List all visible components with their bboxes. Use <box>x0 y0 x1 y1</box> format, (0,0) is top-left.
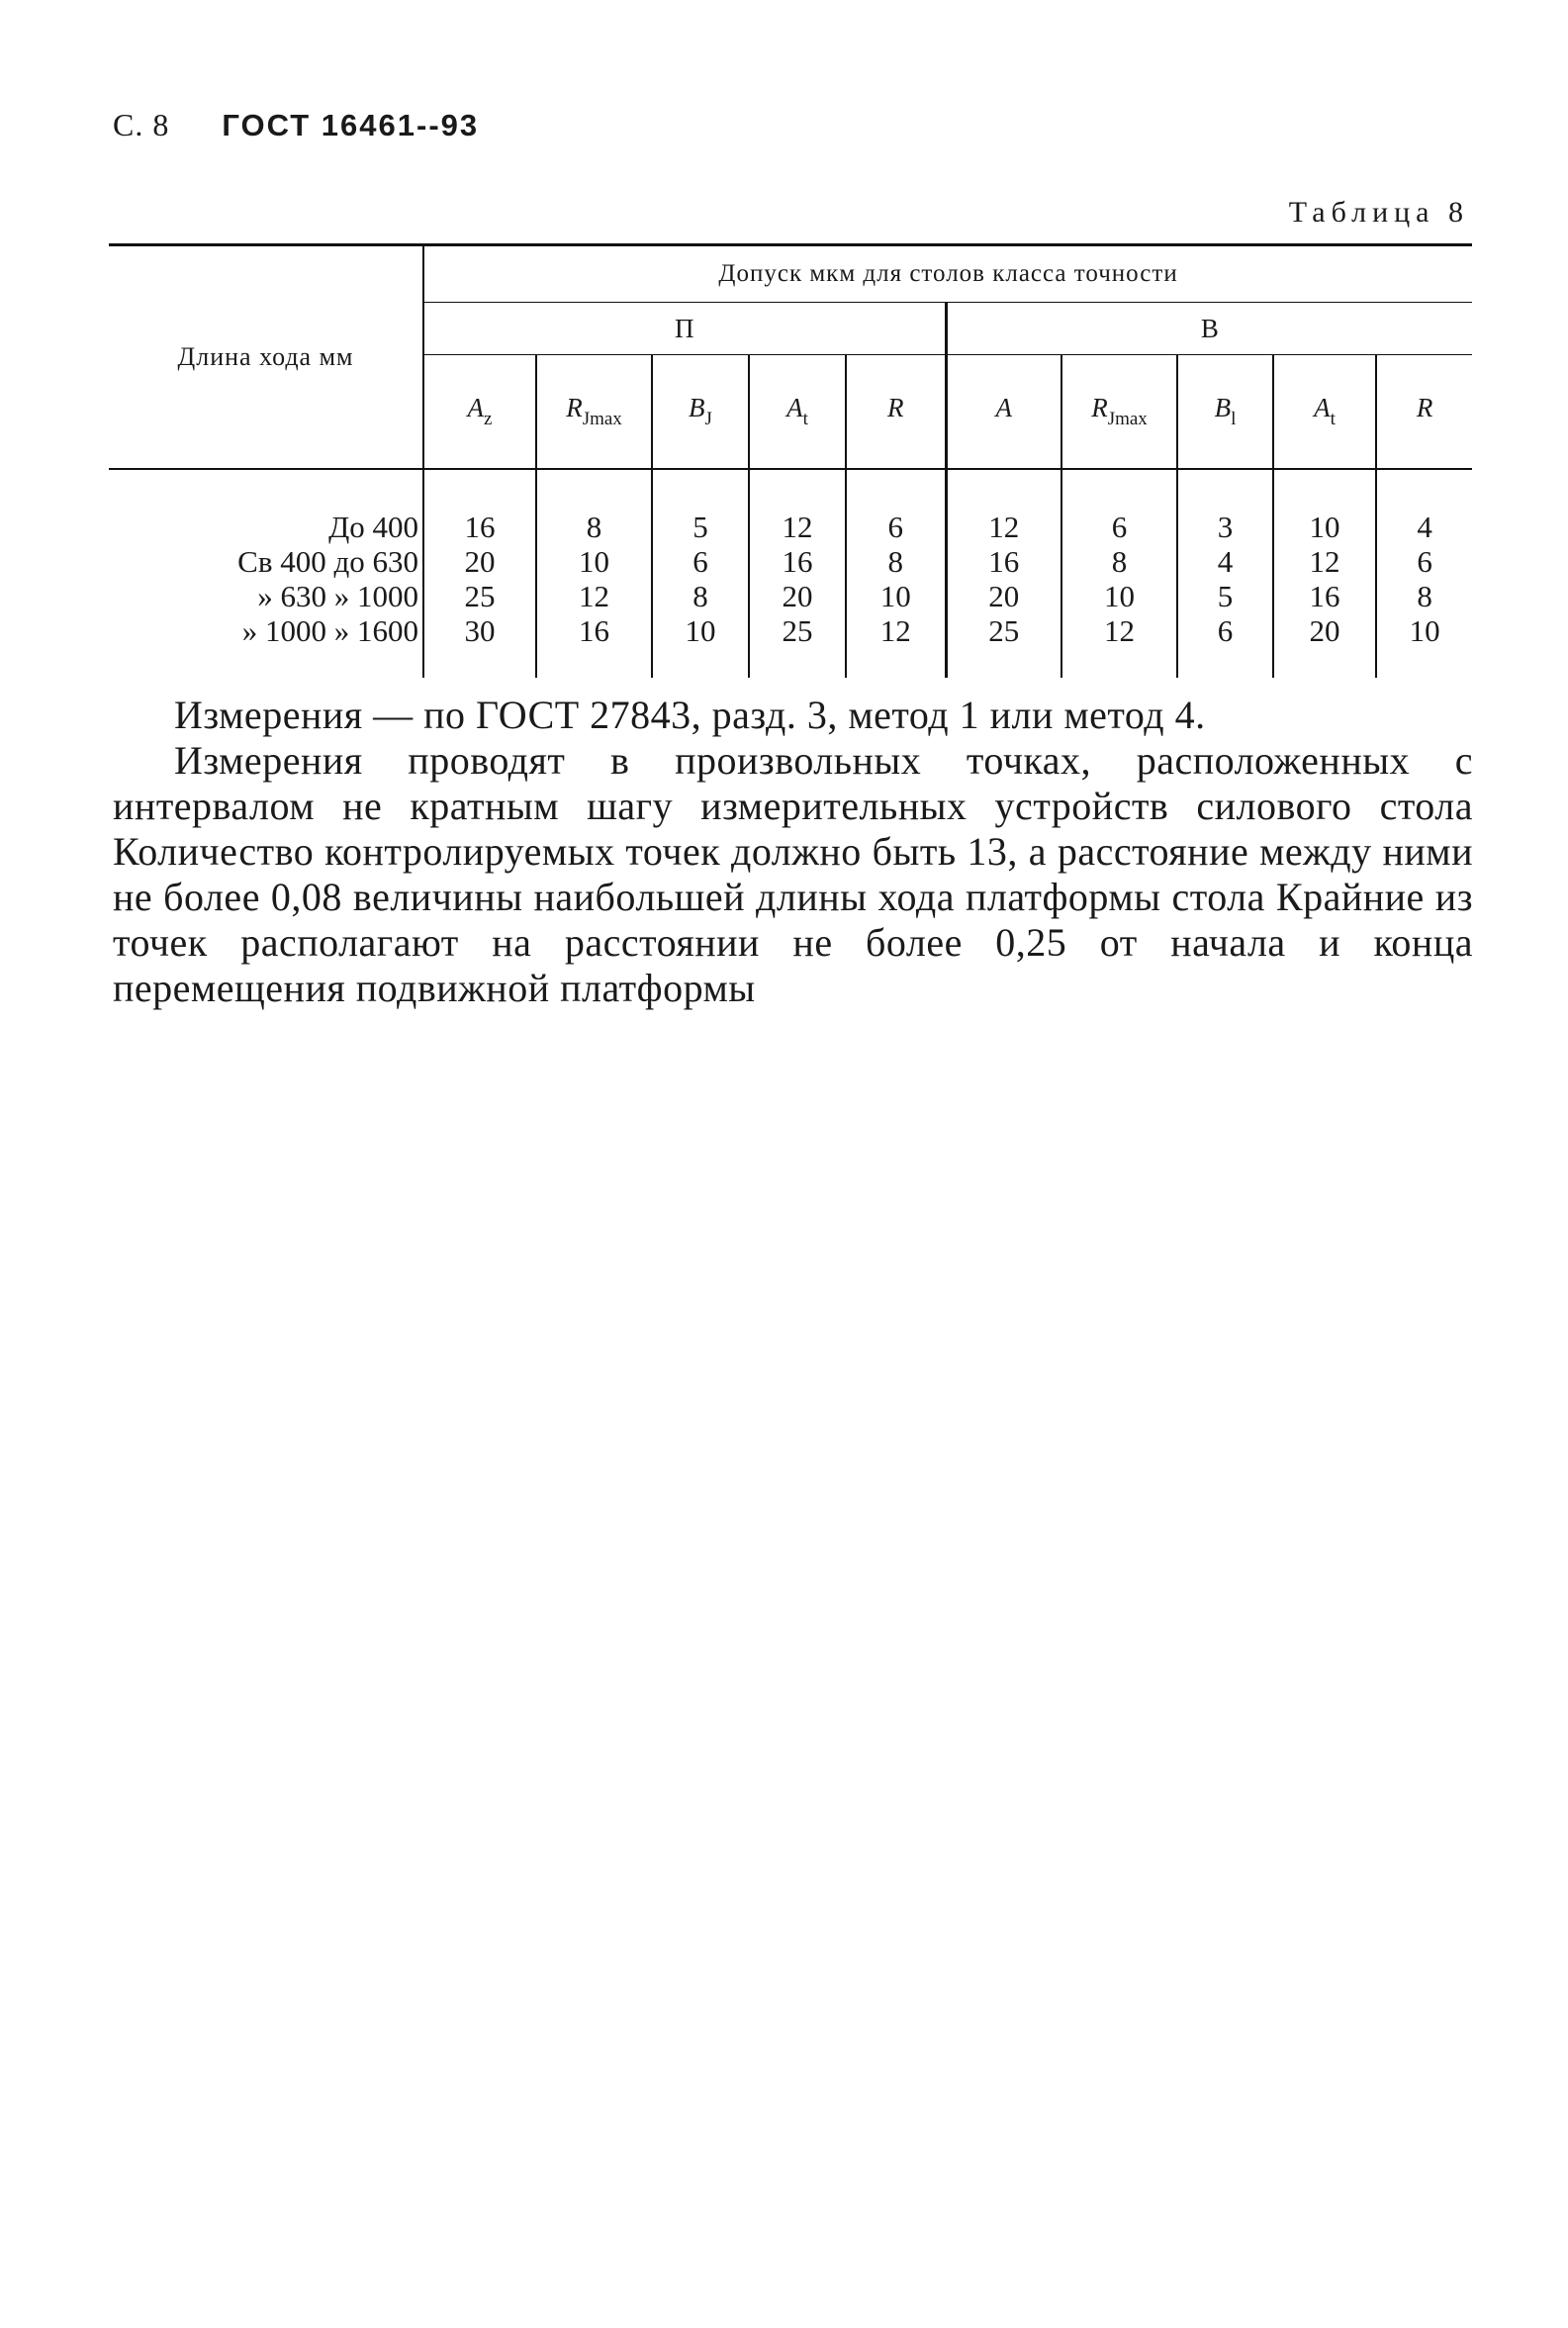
column-header <box>1273 355 1376 470</box>
table-cell: 30 <box>423 613 536 678</box>
row-label: Св 400 до 630 <box>237 544 418 579</box>
column-symbol: R <box>1416 393 1433 422</box>
table-cell: 5 <box>1177 579 1273 613</box>
column-subscript: t <box>1330 409 1336 429</box>
column-symbol: B <box>689 393 705 422</box>
column-subscript: Jmax <box>1107 409 1148 429</box>
table-cell: 8 <box>652 579 749 613</box>
document-title: ГОСТ 16461--93 <box>222 108 480 142</box>
column-header <box>946 355 1061 470</box>
column-header <box>652 355 749 470</box>
table-cell: 12 <box>1061 613 1177 678</box>
table-cell: 6 <box>846 469 946 544</box>
stub-header: Длина хода мм <box>177 342 354 371</box>
column-symbol: R <box>1091 393 1108 422</box>
table-cell: 12 <box>749 469 846 544</box>
table-cell: 12 <box>946 469 1061 544</box>
column-symbol: A <box>995 393 1012 422</box>
table-cell: 4 <box>1376 469 1472 544</box>
table-cell: 16 <box>423 469 536 544</box>
row-label: » 1000 » 1600 <box>241 613 418 648</box>
tolerance-table <box>109 243 1472 678</box>
class-header-v: В <box>946 303 1472 355</box>
page-number: С. 8 <box>113 107 170 142</box>
column-header <box>846 355 946 470</box>
table-cell: 8 <box>536 469 652 544</box>
class-header-p: П <box>423 303 946 355</box>
table-cell: 10 <box>1273 469 1376 544</box>
table-cell: 4 <box>1177 544 1273 579</box>
table-cell: 8 <box>846 544 946 579</box>
table-cell: 6 <box>1061 469 1177 544</box>
table-cell: 25 <box>749 613 846 678</box>
table-cell: 12 <box>536 579 652 613</box>
column-symbol: A <box>1314 393 1331 422</box>
tolerance-table-container <box>109 243 1472 678</box>
table-cell: 6 <box>652 544 749 579</box>
column-symbol: R <box>566 393 583 422</box>
table-cell: 8 <box>1061 544 1177 579</box>
table-cell: 16 <box>946 544 1061 579</box>
column-subscript: l <box>1231 409 1237 429</box>
column-subscript: z <box>484 409 493 429</box>
table-cell: 20 <box>749 579 846 613</box>
column-header <box>749 355 846 470</box>
column-header <box>1061 355 1177 470</box>
column-header <box>536 355 652 470</box>
page-header <box>113 107 479 143</box>
table-row <box>109 613 1472 678</box>
table-cell: 6 <box>1177 613 1273 678</box>
table-body <box>109 469 1472 678</box>
column-header <box>1177 355 1273 470</box>
body-text <box>113 693 1473 1011</box>
table-cell: 12 <box>1273 544 1376 579</box>
table-cell: 10 <box>1061 579 1177 613</box>
table-cell: 6 <box>1376 544 1472 579</box>
table-cell: 10 <box>846 579 946 613</box>
paragraph: Измерения — по ГОСТ 27843, разд. 3, метод 1 или метод 4. <box>174 693 1206 737</box>
column-header <box>423 355 536 470</box>
table-row <box>109 469 1472 544</box>
table-label: Таблица 8 <box>1288 196 1469 229</box>
table-cell: 20 <box>946 579 1061 613</box>
row-label: » 630 » 1000 <box>257 579 418 613</box>
table-cell: 16 <box>1273 579 1376 613</box>
table-cell: 20 <box>423 544 536 579</box>
table-cell: 3 <box>1177 469 1273 544</box>
table-cell: 12 <box>846 613 946 678</box>
group-header: Допуск мкм для столов класса точности <box>423 245 1472 303</box>
table-cell: 16 <box>749 544 846 579</box>
column-subscript: Jmax <box>582 409 622 429</box>
table-cell: 8 <box>1376 579 1472 613</box>
column-subscript: J <box>704 409 712 429</box>
table-cell: 16 <box>536 613 652 678</box>
row-label: До 400 <box>328 510 418 544</box>
column-symbol: A <box>467 393 485 422</box>
table-cell: 25 <box>423 579 536 613</box>
table-cell: 25 <box>946 613 1061 678</box>
column-header <box>1376 355 1472 470</box>
column-subscript: t <box>802 409 808 429</box>
table-cell: 10 <box>536 544 652 579</box>
column-symbol: A <box>786 393 803 422</box>
column-symbol: B <box>1214 393 1232 422</box>
table-cell: 20 <box>1273 613 1376 678</box>
table-row <box>109 544 1472 579</box>
table-row <box>109 579 1472 613</box>
table-cell: 5 <box>652 469 749 544</box>
table-cell: 10 <box>1376 613 1472 678</box>
table-cell: 10 <box>652 613 749 678</box>
column-symbol: R <box>887 393 904 422</box>
paragraph: Измерения проводят в произвольных точках, расположенных с интервалом не кратным шагу измерительных устройств силового стола Количество контролируемых точек должно быть 13, а расстояние между ними не более 0,08 величины наибольшей длины хода платформы стола Крайние из точек располагают на расстоянии не более 0,25 от начала и конца перемещения подвижной платформы <box>113 738 1473 1010</box>
